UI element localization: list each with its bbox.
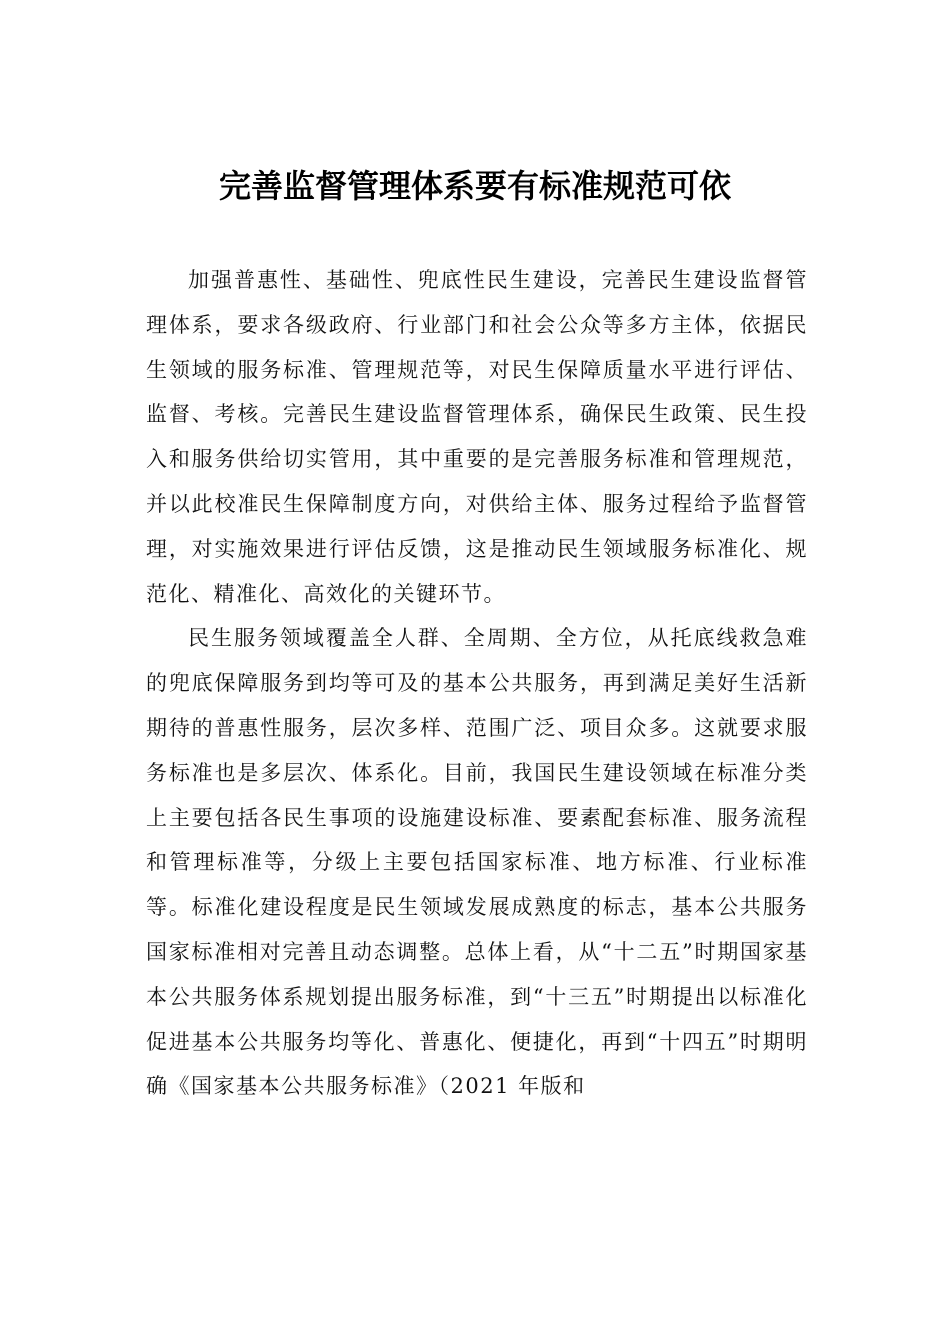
document-body xyxy=(146,258,808,1109)
page-title: 完善监督管理体系要有标准规范可依 xyxy=(218,167,731,205)
paragraph-2: 民生服务领域覆盖全人群、全周期、全方位，从托底线救急难的兜底保障服务到均等可及的基本公共服务，再到满足美好生活新期待的普惠性服务，层次多样、范围广泛、项目众多。这就要求服务标准也是多层次、体系化。目前，我国民生建设领域在标准分类上主要包括各民生事项的设施建设标准、要素配套标准、服务流程和管理标准等，分级上主要包括国家标准、地方标准、行业标准等。标准化建设程度是民生领域发展成熟度的标志，基本公共服务国家标准相对完善且动态调整。总体上看，从“十二五”时期国家基本公共服务体系规划提出服务标准，到“十三五”时期提出以标准化促进基本公共服务均等化、普惠化、便捷化，再到“十四五”时期明确《国家基本公共服务标准》（2021 年版和 xyxy=(146,626,808,1099)
paragraph-1: 加强普惠性、基础性、兜底性民生建设，完善民生建设监督管理体系，要求各级政府、行业部门和社会公众等多方主体，依据民生领域的服务标准、管理规范等，对民生保障质量水平进行评估、监督、考核。完善民生建设监督管理体系，确保民生政策、民生投入和服务供给切实管用，其中重要的是完善服务标准和管理规范，并以此校准民生保障制度方向，对供给主体、服务过程给予监督管理，对实施效果进行评估反馈，这是推动民生领域服务标准化、规范化、精准化、高效化的关键环节。 xyxy=(146,268,808,606)
